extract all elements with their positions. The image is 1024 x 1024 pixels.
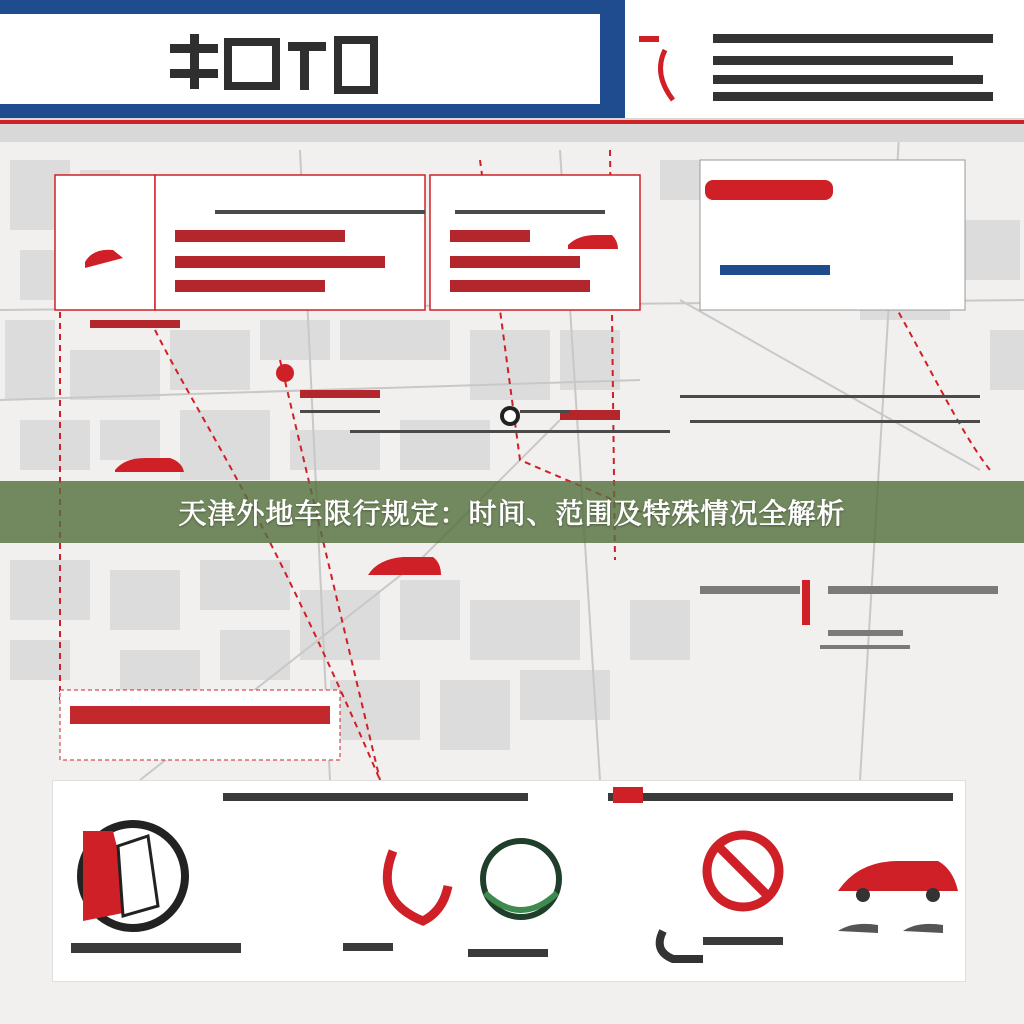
car-icon: [838, 861, 958, 933]
circle-emblem-icon: [81, 824, 185, 928]
title-banner: [0, 481, 1024, 543]
header-title-box: [0, 14, 600, 104]
legend-panel: [52, 780, 966, 982]
header-info-block: [625, 0, 1024, 118]
divider-red-line: [0, 120, 1024, 124]
no-entry-sign-icon: [707, 835, 779, 907]
banner-title: 天津外地车限行规定：时间、范围及特殊情况全解析: [178, 497, 846, 530]
